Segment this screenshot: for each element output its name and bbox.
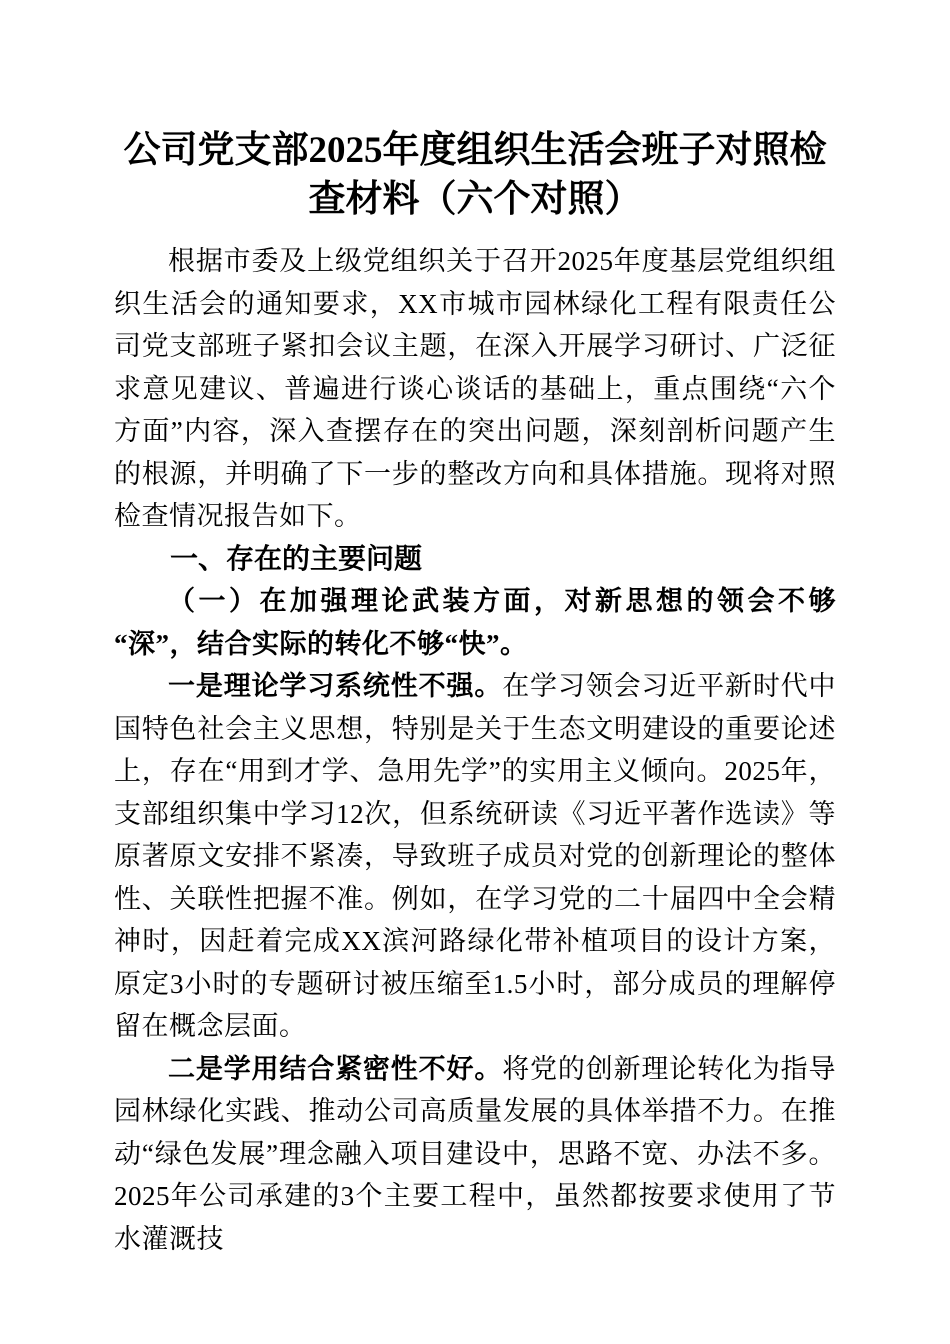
paragraph-point-2-lead: 二是学用结合紧密性不好。 [168,1053,503,1084]
section-heading-main-problems: 一、存在的主要问题 [170,542,423,574]
intro-paragraph [114,240,836,538]
intro-paragraph-text: 根据市委及上级党组织关于召开2025年度基层党组织组织生活会的通知要求，XX市城市园林绿化工程有限责任公司党支部班子紧扣会议主题，在深入开展学习研讨、广泛征求意见建议、普遍进行谈心谈话的基础上，重点围绕“六个方面”内容，深入查摆存在的突出问题，深刻剖析问题产生的根源，并明确了下一步的整改方向和具体措施。现将对照检查情况报告如下。 [114,246,836,531]
paragraph-point-2 [114,1048,836,1261]
paragraph-point-2-text: 将党的创新理论转化为指导园林绿化实践、推动公司高质量发展的具体举措不力。在推动“绿色发展”理念融入项目建设中，思路不宽、办法不多。2025年公司承建的3个主要工程中，虽然都按要求使用了节水灌溉技 [114,1053,837,1254]
subsection-heading-theory-arming: （一）在加强理论武装方面，对新思想的领会不够“深”，结合实际的转化不够“快”。 [114,586,836,659]
paragraph-point-1-lead: 一是理论学习系统性不强。 [168,671,503,701]
document-title: 公司党支部2025年度组织生活会班子对照检查材料（六个对照） [123,130,827,220]
paragraph-point-1-text: 在学习领会习近平新时代中国特色社会主义思想，特别是关于生态文明建设的重要论述上，存在“用到才学、急用先学”的实用主义倾向。2025年，支部组织集中学习12次，但系统研读《习近平著作选读》等原著原文安排不紧凑，导致班子成员对党的创新理论的整体性、关联性把握不准。例如，在学习党的二十届四中全会精神时，因赶着完成XX滨河路绿化带补植项目的设计方案，原定3小时的专题研讨被压缩至1.5小时，部分成员的理解停留在概念层面。 [114,671,837,1041]
paragraph-point-1 [114,665,836,1048]
